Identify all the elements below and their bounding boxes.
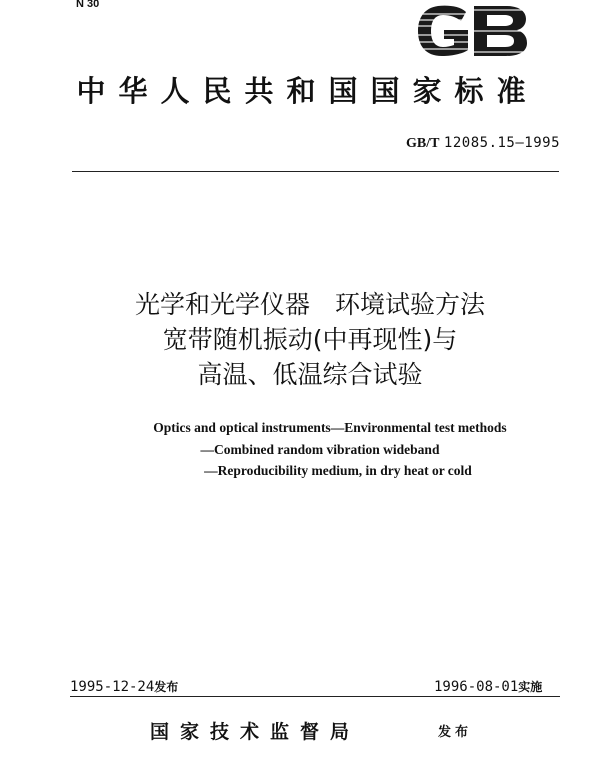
- issue-date-value: 1995-12-24: [70, 679, 155, 695]
- chinese-title-line-3: 高温、低温综合试验: [197, 360, 423, 389]
- implementation-date-value: 1996-08-01: [434, 679, 519, 695]
- chinese-title-line-1: 光学和光学仪器 环境试验方法: [134, 290, 485, 319]
- issue-label: 发布: [154, 680, 179, 694]
- issuer-action: 发布: [438, 725, 473, 740]
- standard-number-prefix: GB/T: [406, 136, 440, 151]
- footer-rule: [70, 696, 560, 697]
- standard-number: [340, 134, 560, 153]
- country-standard-title: 中华人民共和国国家标准: [76, 74, 539, 108]
- issue-date: [70, 678, 178, 696]
- ics-code: N 30: [76, 0, 100, 10]
- english-title-line-1: Optics and optical instruments—Environmental test methods: [153, 420, 507, 435]
- standard-number-value: 12085.15—1995: [443, 135, 560, 151]
- english-title-line-3: —Reproducibility medium, in dry heat or cold: [204, 463, 472, 478]
- english-title-line-2: —Combined random vibration wideband: [200, 442, 440, 457]
- header-rule: [72, 171, 559, 172]
- issuer: 国家技术监督局: [150, 721, 361, 743]
- implementation-date: [434, 678, 542, 696]
- gb-logo: [416, 4, 528, 58]
- implementation-label: 实施: [518, 680, 543, 694]
- chinese-title-line-2: 宽带随机振动(中再现性)与: [162, 325, 458, 354]
